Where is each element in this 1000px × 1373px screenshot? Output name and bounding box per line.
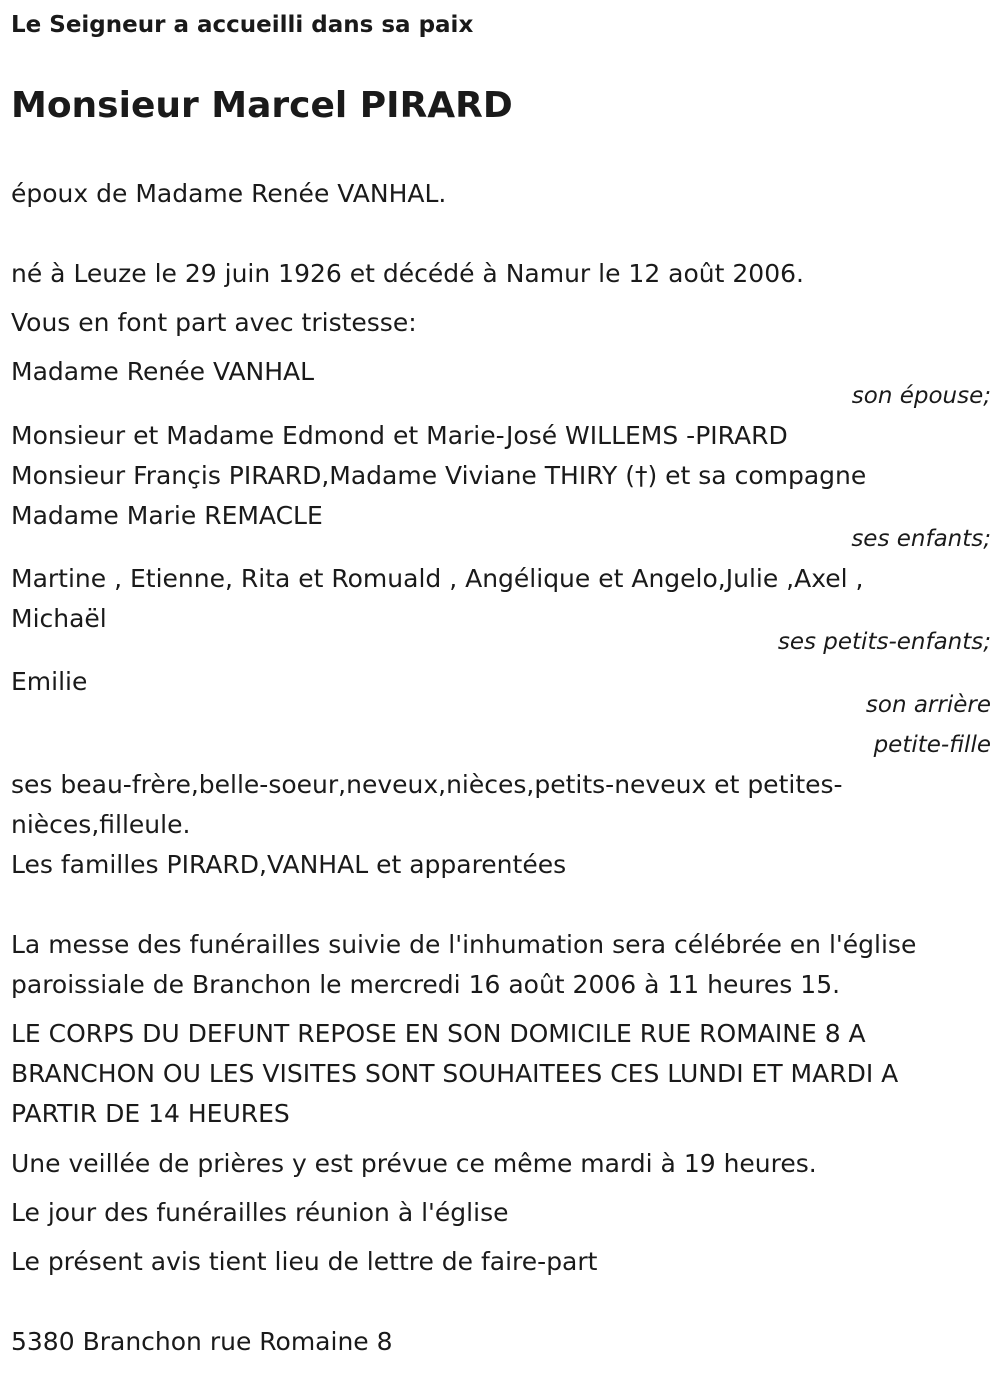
children-line: Madame Marie REMACLE	[11, 501, 323, 530]
spouse-role: son épouse;	[851, 383, 991, 409]
deceased-name: Monsieur Marcel PIRARD	[11, 85, 513, 126]
extended-family-line: ses beau-frère,belle-soeur,neveux,nièces,petits-neveux et petites-	[11, 770, 843, 799]
grandchildren-line: Michaël	[11, 604, 107, 633]
announce-line: Vous en font part avec tristesse:	[11, 308, 417, 337]
children-role: ses enfants;	[851, 526, 991, 552]
great-grandchild-role: son arrière	[865, 692, 991, 718]
grandchildren-role: ses petits-enfants;	[777, 629, 991, 655]
extended-family-line: nièces,filleule.	[11, 810, 191, 839]
mass-line: La messe des funérailles suivie de l'inhumation sera célébrée en l'église	[11, 930, 917, 959]
meeting-line: Le jour des funérailles réunion à l'église	[11, 1198, 509, 1227]
mass-line: paroissiale de Branchon le mercredi 16 août 2006 à 11 heures 15.	[11, 970, 841, 999]
great-grandchild-role: petite-fille	[873, 732, 991, 758]
extended-family-line: Les familles PIRARD,VANHAL et apparentées	[11, 850, 567, 879]
birth-death-line: né à Leuze le 29 juin 1926 et décédé à Namur le 12 août 2006.	[11, 259, 804, 288]
spouse-line: époux de Madame Renée VANHAL.	[11, 179, 447, 208]
vigil-line: Une veillée de prières y est prévue ce même mardi à 19 heures.	[11, 1149, 817, 1178]
address-line: 5380 Branchon rue Romaine 8	[11, 1327, 393, 1356]
notice-line: Le présent avis tient lieu de lettre de faire-part	[11, 1247, 598, 1276]
body-rest-line: LE CORPS DU DEFUNT REPOSE EN SON DOMICILE RUE ROMAINE 8 A	[11, 1019, 866, 1048]
spouse-name: Madame Renée VANHAL	[11, 357, 315, 386]
header-text: Le Seigneur a accueilli dans sa paix	[11, 12, 474, 38]
grandchildren-line: Martine , Etienne, Rita et Romuald , Angélique et Angelo,Julie ,Axel ,	[11, 564, 864, 593]
body-rest-line: PARTIR DE 14 HEURES	[11, 1099, 290, 1128]
great-grandchild-name: Emilie	[11, 667, 88, 696]
children-line: Monsieur Françis PIRARD,Madame Viviane THIRY (†) et sa compagne	[11, 461, 867, 490]
body-rest-line: BRANCHON OU LES VISITES SONT SOUHAITEES CES LUNDI ET MARDI A	[11, 1059, 899, 1088]
children-line: Monsieur et Madame Edmond et Marie-José WILLEMS -PIRARD	[11, 421, 788, 450]
